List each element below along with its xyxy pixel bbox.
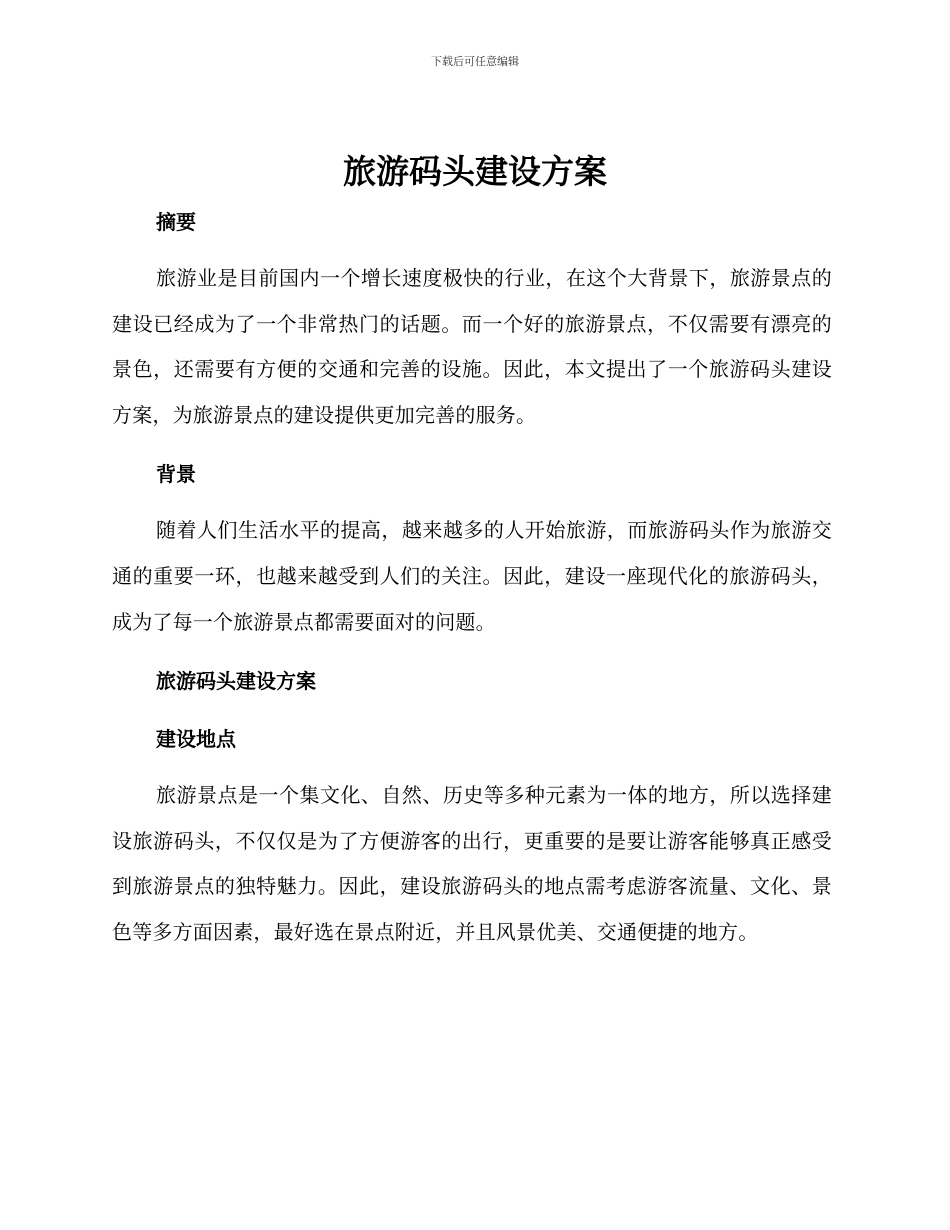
section-body-background: 随着人们生活水平的提高，越来越多的人开始旅游，而旅游码头作为旅游交通的重要一环，也越来越受到人们的关注。因此，建设一座现代化的旅游码头，成为了每一个旅游景点都需要面对的问题。 [112, 518, 832, 634]
document-body [112, 200, 832, 956]
header-note: 下载后可任意编辑 [431, 55, 519, 68]
section-abstract [112, 200, 832, 438]
section-location [112, 717, 832, 955]
page-title: 旅游码头建设方案 [343, 152, 607, 191]
section-heading-location: 建设地点 [156, 727, 236, 752]
section-heading-abstract: 摘要 [156, 210, 196, 234]
section-plan [112, 659, 832, 703]
section-heading-background: 背景 [156, 462, 196, 487]
section-body-location: 旅游景点是一个集文化、自然、历史等多种元素为一体的地方，所以选择建设旅游码头，不仅仅是为了方便游客的出行，更重要的是要让游客能够真正感受到旅游景点的独特魅力。因此，建设旅游码头的地点需考虑游客流量、文化、景色等多方面因素，最好选在景点附近，并且风景优美、交通便捷的地方。 [112, 783, 832, 944]
section-heading-plan: 旅游码头建设方案 [156, 669, 316, 694]
section-body-abstract: 旅游业是目前国内一个增长速度极快的行业，在这个大背景下，旅游景点的建设已经成为了一个非常热门的话题。而一个好的旅游景点，不仅需要有漂亮的景色，还需要有方便的交通和完善的设施。因此，本文提出了一个旅游码头建设方案，为旅游景点的建设提供更加完善的服务。 [112, 266, 832, 427]
section-background [112, 452, 832, 645]
